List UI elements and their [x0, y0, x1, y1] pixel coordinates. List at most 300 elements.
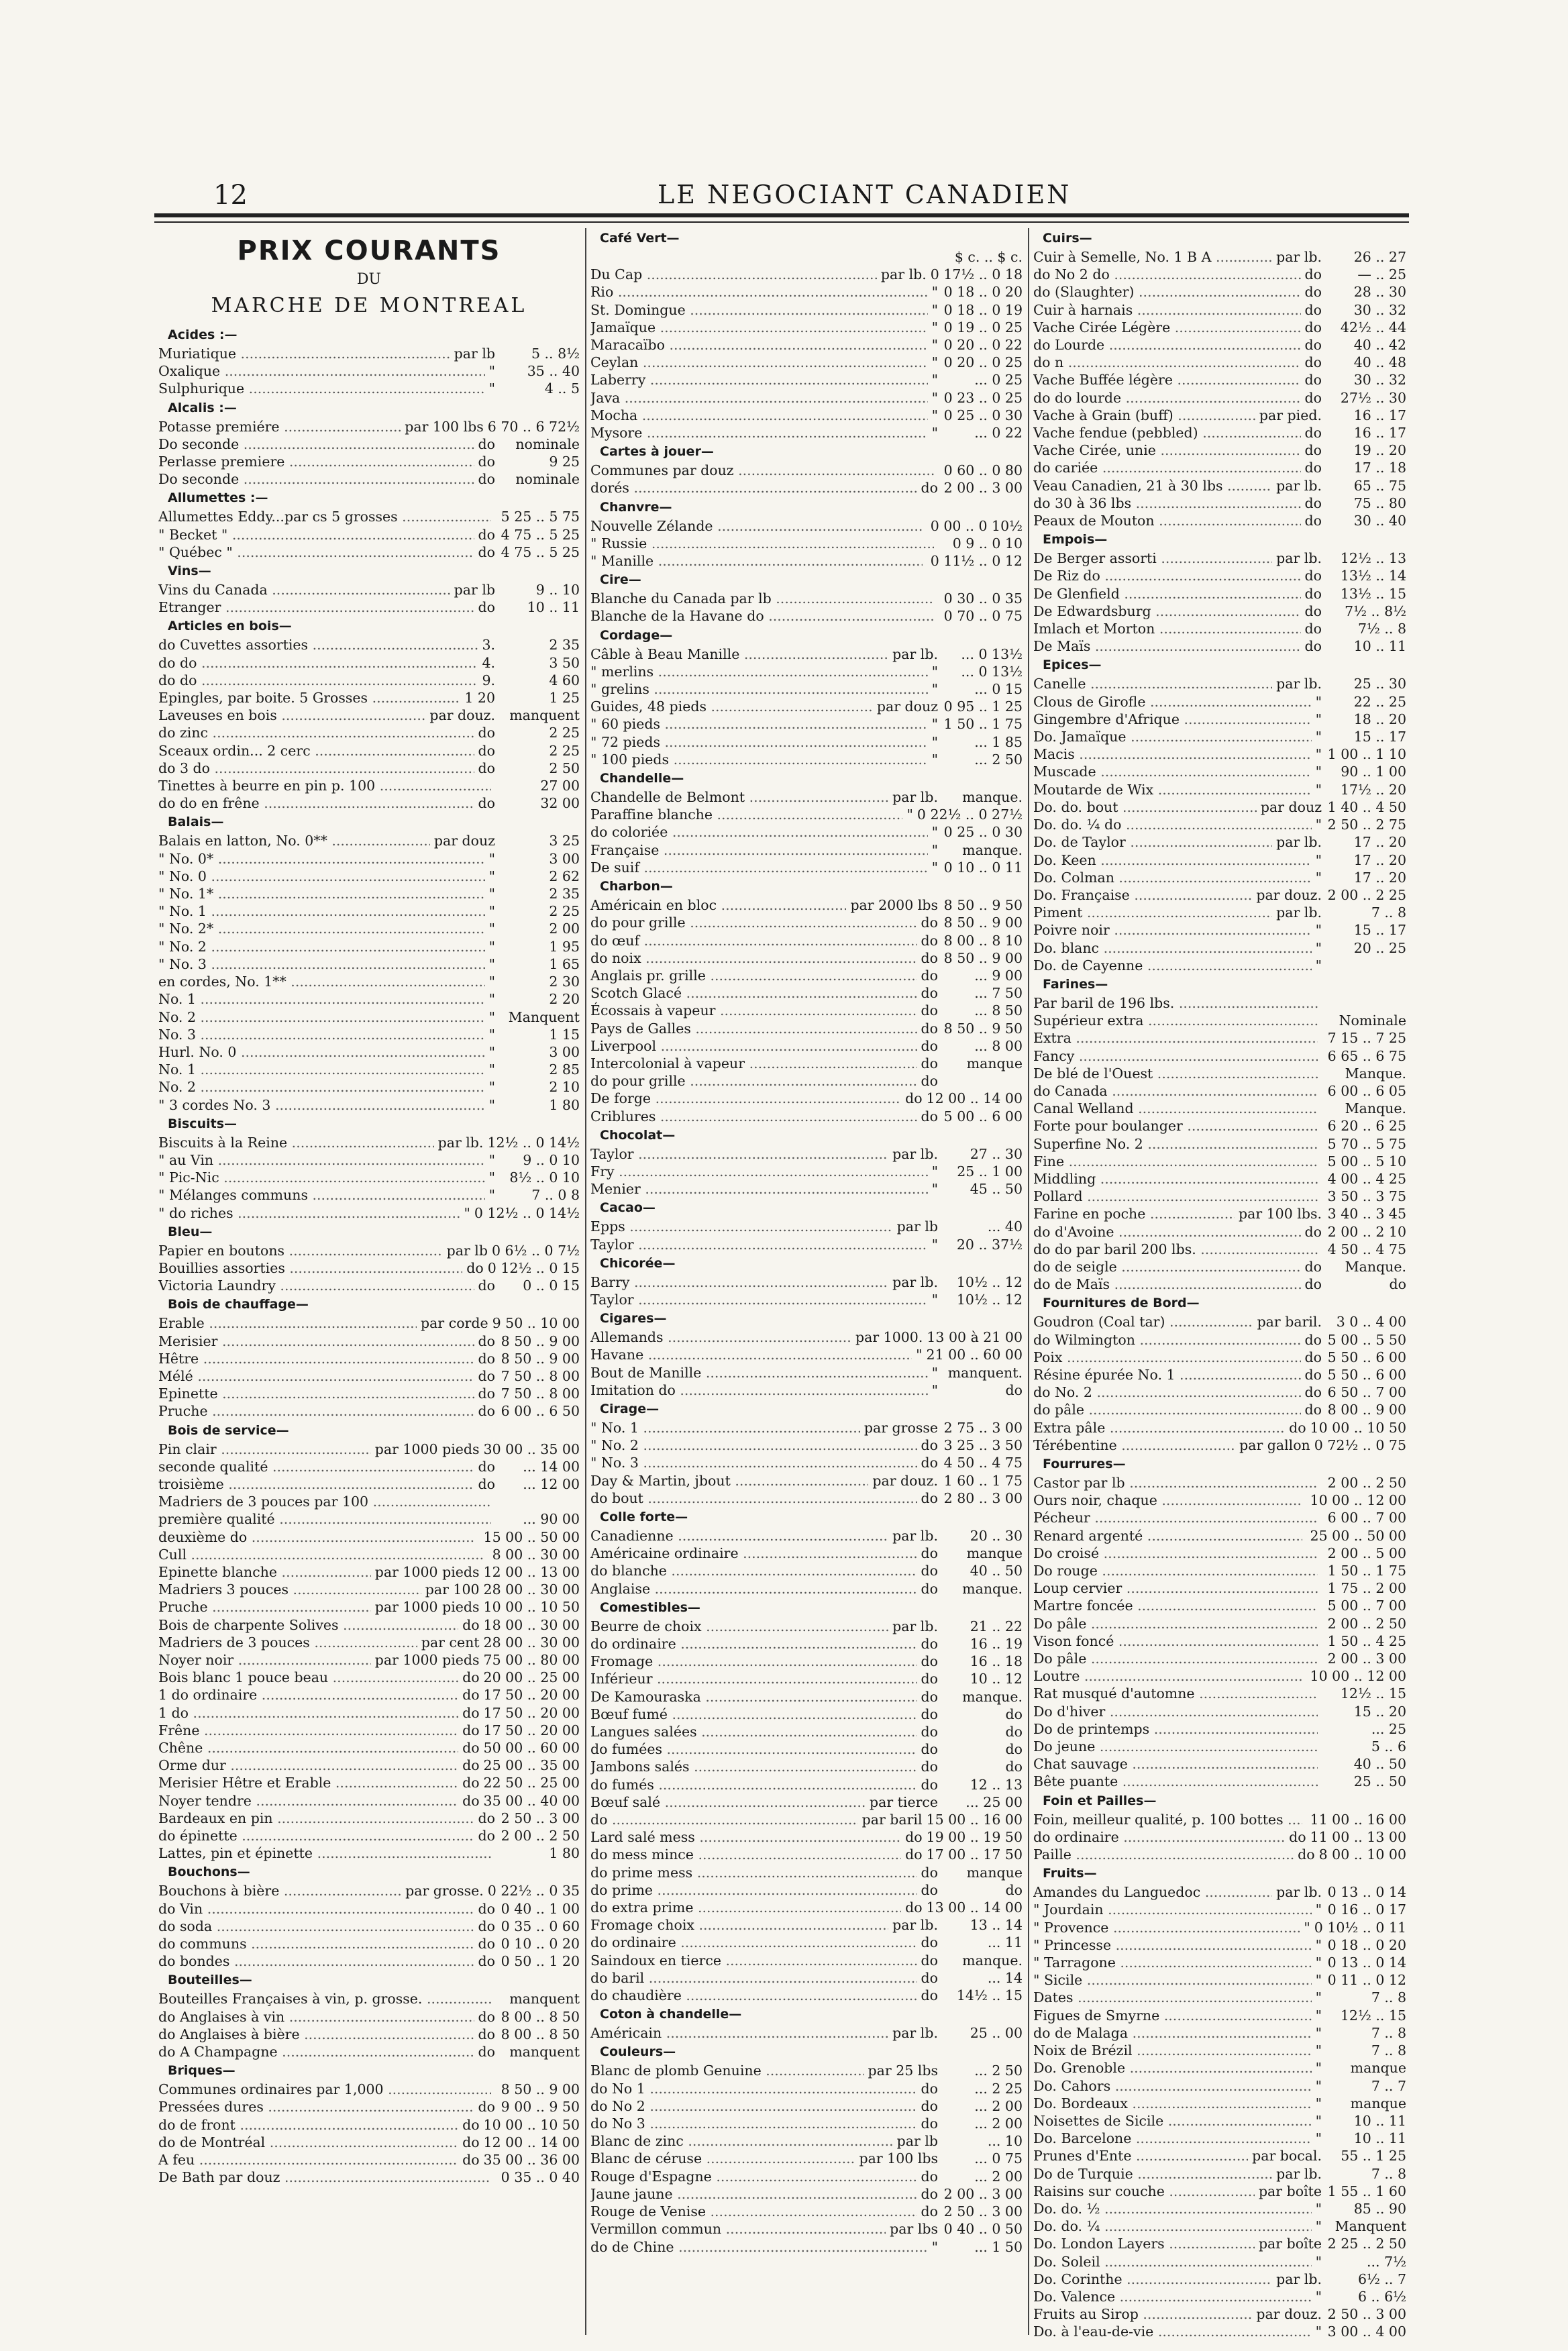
item-unit: "	[931, 319, 938, 335]
item-price: 7½ .. 8½	[1345, 603, 1406, 619]
item-price: ... 2 00	[974, 2115, 1023, 2132]
item-price: 0 35 .. 0 40	[501, 2169, 580, 2186]
item-name: Hêtre .....	[158, 1350, 474, 1367]
page-number: 12	[213, 180, 248, 211]
item-name: Castor par lb .....	[1033, 1474, 1318, 1492]
item-name: Chandelle de Belmont .....	[590, 788, 888, 806]
item-unit: par douz.	[1256, 886, 1322, 903]
price-row	[1033, 1135, 1406, 1153]
price-row	[1033, 424, 1406, 441]
price-row	[1033, 567, 1406, 584]
item-name: do Cuvettes assorties .....	[158, 636, 478, 654]
item-name: do No 2 do .....	[1033, 266, 1301, 283]
price-row	[1033, 1349, 1406, 1366]
item-unit: do	[462, 1740, 480, 1757]
price-row	[1033, 2165, 1406, 2183]
item-price: 15 00 .. 50 00	[483, 1528, 580, 1545]
item-name: " 3 cordes No. 3 .....	[158, 1096, 485, 1114]
item-unit: par tierce	[870, 1793, 938, 1810]
item-name: do de seigle .....	[1033, 1258, 1301, 1275]
item-price: 25 .. 50	[1353, 1773, 1406, 1790]
price-row	[1033, 1313, 1406, 1330]
item-price: 4 60	[549, 672, 580, 688]
price-row	[1033, 1492, 1406, 1509]
item-price: 12 00 .. 14 00	[926, 1090, 1023, 1107]
item-unit: "	[1315, 2112, 1322, 2129]
price-row	[590, 1793, 1023, 1811]
item-name: Foin, meilleur qualité, p. 100 bottes .....	[1033, 1811, 1302, 1828]
price-row	[590, 680, 1023, 698]
item-unit: "	[931, 372, 938, 388]
item-price: 22 50 .. 25 00	[483, 1775, 580, 1791]
item-unit: do	[1304, 425, 1322, 441]
price-row	[1033, 2323, 1406, 2340]
item-unit: par douz.	[429, 707, 495, 724]
item-price: 0 25 .. 0 30	[943, 407, 1023, 423]
price-row	[158, 1043, 580, 1061]
item-name: Blanche de la Havane do .....	[590, 607, 934, 625]
item-unit: par grosse	[864, 1419, 938, 1436]
price-row	[590, 2150, 1023, 2167]
item-price: 0 22½ .. 0 35	[487, 1883, 580, 1899]
item-unit: do	[921, 1864, 938, 1881]
column-divider	[1028, 228, 1029, 2335]
price-row	[1033, 1419, 1406, 1436]
price-row	[1033, 2007, 1406, 2024]
price-row	[158, 1458, 580, 1475]
item-price: 7 .. 7	[1371, 2077, 1406, 2094]
item-price: 8 00 .. 8 50	[501, 2026, 580, 2042]
price-row	[590, 698, 1023, 715]
item-name: De Glenfield .....	[1033, 585, 1301, 603]
item-price: 7 .. 8	[1371, 904, 1406, 921]
price-row	[158, 724, 580, 741]
item-name: Allumettes Eddy...par cs 5 grosses .....	[158, 508, 491, 525]
item-unit: par grosse.	[405, 1883, 484, 1899]
price-row	[1033, 1562, 1406, 1579]
price-row	[1033, 1720, 1406, 1738]
price-row	[158, 1510, 580, 1528]
header-rule	[154, 213, 1409, 217]
item-unit: par lb.	[892, 1917, 938, 1934]
item-price: ... 1 50	[974, 2238, 1023, 2255]
item-price: 4 50 .. 4 75	[1327, 1241, 1406, 1257]
price-row	[158, 794, 580, 812]
price-section	[1033, 529, 1406, 655]
item-name: Merisier .....	[158, 1333, 474, 1350]
item-price: manquent	[509, 707, 580, 724]
item-price: 40 .. 42	[1353, 337, 1406, 354]
price-row	[590, 1454, 1023, 1471]
item-price: 3 0 .. 4 00	[1336, 1314, 1406, 1330]
section-title: Acides :—	[168, 327, 238, 342]
item-unit: do	[478, 760, 495, 776]
price-section	[158, 1114, 580, 1222]
item-name: deuxième do .....	[158, 1528, 476, 1546]
item-price: 8 50 .. 9 50	[943, 897, 1023, 914]
item-unit: par lb.	[892, 2025, 938, 2042]
item-unit: do	[921, 1776, 938, 1793]
item-name: " No. 1 .....	[158, 902, 485, 920]
price-row	[1033, 2270, 1406, 2288]
section-title: Farines—	[1043, 976, 1108, 992]
price-row	[1033, 1738, 1406, 1755]
item-unit	[1318, 1685, 1326, 1702]
item-name: do blanche .....	[590, 1562, 917, 1579]
price-row	[158, 1385, 580, 1402]
item-price: 0 25 .. 0 30	[943, 824, 1023, 841]
item-price: 42½ .. 44	[1340, 319, 1406, 335]
item-price: 3 25	[549, 833, 580, 849]
price-row	[590, 2203, 1023, 2220]
item-price: 1 80	[549, 1845, 580, 1862]
price-row	[590, 1706, 1023, 1723]
item-name: Do croisé .....	[1033, 1545, 1318, 1562]
price-row	[158, 1169, 580, 1186]
item-unit: par 1000 pieds	[374, 1652, 480, 1668]
item-price: 32 00	[540, 795, 580, 812]
price-row	[590, 1916, 1023, 1934]
price-row	[1033, 1223, 1406, 1241]
item-name: Pollard .....	[1033, 1188, 1318, 1205]
price-row	[158, 1546, 580, 1563]
item-name: Do. Cahors .....	[1033, 2077, 1312, 2095]
item-unit: par lb	[454, 582, 495, 598]
item-price: 2 85	[549, 1061, 580, 1078]
item-price: 2 35	[549, 637, 580, 654]
column-divider	[585, 228, 586, 2335]
item-unit	[1318, 1170, 1326, 1188]
item-name: Américain en bloc .....	[590, 896, 846, 914]
column-sections	[590, 228, 1023, 2256]
item-price: 0 18 .. 0 19	[943, 301, 1023, 318]
price-row	[158, 1026, 580, 1043]
price-row	[158, 2026, 580, 2043]
item-price: manque.	[962, 1688, 1023, 1705]
item-unit: par lb.	[892, 1145, 938, 1162]
item-price: 0 72½ .. 0 75	[1314, 1436, 1406, 1453]
item-unit: do	[462, 1757, 480, 1774]
price-row	[1033, 763, 1406, 780]
price-row	[158, 526, 580, 543]
item-unit: do	[462, 1775, 480, 1791]
item-price: 5 00 .. 5 10	[1327, 1153, 1406, 1169]
price-row	[1033, 512, 1406, 529]
item-price: ... 2 50	[974, 751, 1023, 768]
price-row	[1033, 2042, 1406, 2059]
price-row	[590, 733, 1023, 751]
item-name: A feu .....	[158, 2151, 458, 2169]
item-name: Goudron (Coal tar) .....	[1033, 1313, 1253, 1330]
price-row	[1033, 1901, 1406, 1918]
section-title: Comestibles—	[600, 1600, 700, 1615]
item-unit: do	[478, 1828, 495, 1844]
item-price: 0 9 .. 0 10	[952, 535, 1023, 552]
item-price: do	[1005, 1381, 1023, 1398]
item-price: 10 .. 11	[1353, 638, 1406, 655]
item-price: manquent	[509, 1991, 580, 2007]
price-row	[158, 435, 580, 453]
item-unit: do	[921, 1952, 938, 1969]
item-name: do Lourde .....	[1033, 336, 1301, 354]
price-row	[158, 1952, 580, 1970]
item-name: Bardeaux en pin .....	[158, 1810, 474, 1827]
item-price: 1 50 .. 1 75	[1327, 1563, 1406, 1579]
item-unit: do	[1304, 1331, 1322, 1348]
item-name: do No 1 .....	[590, 2080, 917, 2097]
item-name: Do seconde .....	[158, 470, 474, 488]
item-name: Liverpool .....	[590, 1037, 917, 1055]
item-price: 20 .. 25	[1353, 939, 1406, 956]
item-unit: do	[462, 1792, 480, 1809]
item-unit: "	[906, 806, 913, 823]
item-price: ... 25	[1371, 1720, 1406, 1737]
item-unit: do	[1304, 442, 1322, 459]
item-name: Vache fendue (pebbled) .....	[1033, 424, 1301, 441]
item-name: Vache Cirée Légère .....	[1033, 319, 1301, 336]
item-price: ... 8 00	[974, 1037, 1023, 1054]
item-price: 17 50 .. 20 00	[483, 1722, 580, 1738]
price-row	[158, 1008, 580, 1026]
item-name: Farine en poche .....	[1033, 1205, 1235, 1222]
price-row	[590, 1653, 1023, 1670]
price-section	[590, 1253, 1023, 1308]
item-unit: do	[478, 599, 495, 616]
item-name: Laberry .....	[590, 371, 928, 388]
item-unit: do	[478, 2008, 495, 2025]
item-unit	[923, 552, 931, 570]
price-row	[1033, 994, 1406, 1012]
item-name: Pressées dures .....	[158, 2098, 474, 2115]
item-name: do No. 2 .....	[1033, 1383, 1301, 1401]
item-name: Beurre de choix .....	[590, 1618, 888, 1635]
item-name: Blanc de céruse .....	[590, 2150, 855, 2167]
price-row	[158, 1581, 580, 1598]
item-price: ... 7 50	[974, 985, 1023, 1002]
price-row	[158, 1844, 580, 1862]
item-price: 2 00 .. 2 50	[1327, 1615, 1406, 1632]
item-price: 6 50 .. 7 00	[1327, 1384, 1406, 1401]
price-row	[1033, 1919, 1406, 1936]
item-name: Loutre .....	[1033, 1667, 1302, 1685]
price-row	[158, 1186, 580, 1204]
item-price: 7 .. 8	[1371, 2042, 1406, 2059]
price-row	[158, 1792, 580, 1810]
item-name: Rouge d'Espagne .....	[590, 2168, 917, 2185]
item-name: Menier .....	[590, 1180, 928, 1198]
item-name: De Maïs .....	[1033, 637, 1301, 655]
item-price: Manque.	[1345, 1100, 1406, 1117]
item-name: " Jourdain .....	[1033, 1901, 1312, 1918]
item-unit	[491, 508, 499, 525]
item-unit: do	[478, 454, 495, 470]
item-unit: do	[921, 1724, 938, 1740]
price-section	[590, 768, 1023, 876]
item-unit: do	[478, 1900, 495, 1917]
item-name: Do. Keen .....	[1033, 851, 1312, 869]
item-unit: par lb.	[1276, 834, 1322, 851]
item-name: " Québec " .....	[158, 543, 474, 561]
section-title: Chicorée—	[600, 1255, 676, 1271]
item-name: Bouteilles Françaises à vin, p. grosse. .....	[158, 1990, 491, 2007]
section-title: Cuirs—	[1043, 231, 1092, 246]
price-row	[1033, 336, 1406, 354]
item-unit: do	[478, 2026, 495, 2042]
price-row	[158, 2116, 580, 2134]
item-name: Clous de Girofle .....	[1033, 693, 1312, 711]
item-price: 3 00	[549, 850, 580, 867]
item-unit: do	[478, 795, 495, 812]
item-unit: do	[921, 2115, 938, 2132]
item-price: 40 .. 50	[970, 1563, 1023, 1579]
item-price: 12½ .. 15	[1340, 1685, 1406, 1702]
item-unit	[1318, 1029, 1326, 1047]
item-name: Bouchons à bière .....	[158, 1882, 401, 1899]
price-row	[158, 689, 580, 707]
item-name: Do. de Taylor .....	[1033, 833, 1272, 851]
item-unit	[491, 1844, 499, 1862]
price-section	[1033, 1293, 1406, 1454]
item-unit: do	[478, 1333, 495, 1349]
item-unit: do	[1304, 319, 1322, 335]
price-column-3	[1033, 228, 1406, 2341]
price-row	[158, 543, 580, 561]
item-name: Hurl. No. 0 .....	[158, 1043, 485, 1061]
price-row	[158, 760, 580, 777]
item-unit	[1318, 1597, 1326, 1614]
item-name: Victoria Laundry .....	[158, 1277, 474, 1294]
item-price: do	[1005, 1724, 1023, 1740]
item-name: do épinette .....	[158, 1827, 474, 1844]
section-title: Colle forte—	[600, 1509, 688, 1524]
item-name: Epingles, par boite. 5 Grosses .....	[158, 689, 460, 707]
item-unit: par lb.	[892, 1527, 938, 1544]
item-unit: "	[1315, 939, 1322, 956]
item-unit: par 100 lbs.	[1238, 1206, 1322, 1222]
item-price: 12½ .. 13	[1340, 550, 1406, 567]
item-price: 1 40 .. 4 50	[1327, 798, 1406, 815]
item-price: do	[1005, 1741, 1023, 1758]
item-unit: par douz.	[1256, 2306, 1322, 2323]
item-price: ... 14	[987, 1969, 1023, 1986]
price-row	[590, 1934, 1023, 1951]
item-price: 2 80 .. 3 00	[943, 1490, 1023, 1506]
price-row	[590, 1635, 1023, 1653]
item-name: do .....	[590, 1811, 858, 1828]
section-title: Alcalis :—	[168, 400, 237, 415]
item-price: 1 25	[549, 690, 580, 707]
item-price: 0 16 .. 0 17	[1327, 1901, 1406, 1918]
item-name: do do en frêne .....	[158, 794, 474, 812]
item-price: Manquent	[1335, 2218, 1406, 2235]
item-unit: do	[921, 1108, 938, 1125]
item-unit	[1318, 1474, 1326, 1492]
price-row	[590, 1828, 1023, 1846]
section-title: Fruits—	[1043, 1866, 1097, 1881]
item-unit: "	[931, 733, 938, 750]
item-unit: "	[488, 886, 495, 902]
item-unit: "	[931, 354, 938, 371]
item-unit	[1318, 1615, 1326, 1632]
item-unit: "	[488, 991, 495, 1008]
item-unit: do	[478, 742, 495, 759]
item-unit	[1302, 1492, 1310, 1509]
item-name: Cuir à Semelle, No. 1 B A .....	[1033, 248, 1272, 266]
item-price: 16 .. 18	[970, 1653, 1023, 1670]
item-price: 8 50 .. 9 00	[501, 1333, 580, 1349]
item-price: 14½ .. 15	[956, 1987, 1023, 2004]
item-unit: "	[931, 284, 938, 301]
price-row	[1033, 441, 1406, 459]
item-unit: par lb.	[1276, 2165, 1322, 2182]
item-price: 5 .. 6	[1371, 1738, 1406, 1755]
price-row	[1033, 675, 1406, 692]
item-name: Orme dur .....	[158, 1757, 458, 1774]
item-unit	[934, 535, 942, 552]
item-unit: do	[921, 915, 938, 931]
item-price: Manque.	[1345, 1065, 1406, 1082]
price-row	[158, 1918, 580, 1935]
price-row	[590, 1002, 1023, 1019]
item-name: Canal Welland .....	[1033, 1100, 1318, 1117]
item-price: 3 25 .. 3 50	[943, 1437, 1023, 1454]
item-name: do Anglaises à bière .....	[158, 2026, 474, 2043]
price-row	[590, 2115, 1023, 2132]
item-price: 0 11½ .. 0 12	[930, 553, 1023, 570]
item-price: 6 20 .. 6 25	[1327, 1118, 1406, 1135]
section-title: Briques—	[168, 2063, 236, 2079]
item-price: manque.	[962, 841, 1023, 858]
item-name: Do jeune .....	[1033, 1738, 1318, 1755]
item-unit	[1318, 1135, 1326, 1153]
item-name: Madriers de 3 pouces .....	[158, 1634, 417, 1651]
item-price: 0 10 .. 0 11	[943, 859, 1023, 876]
item-unit: par lb	[454, 346, 495, 362]
price-section	[158, 1420, 580, 1863]
item-name: " No. 2 .....	[590, 1436, 917, 1454]
section-title: Cacao—	[600, 1200, 656, 1216]
price-row	[590, 2132, 1023, 2150]
item-price: 12½ .. 0 14½	[487, 1134, 580, 1151]
item-price: 0 11 .. 0 12	[1327, 1972, 1406, 1989]
item-unit: "	[1315, 711, 1322, 727]
item-unit: par lb	[896, 1218, 938, 1235]
price-row	[158, 955, 580, 973]
item-unit: do	[1304, 603, 1322, 619]
item-price: 13½ .. 14	[1340, 568, 1406, 584]
price-row	[158, 508, 580, 525]
item-price: 5 70 .. 5 75	[1327, 1135, 1406, 1152]
item-unit: do	[1289, 1828, 1306, 1845]
item-name: Muscade .....	[1033, 763, 1312, 780]
price-row	[590, 2168, 1023, 2185]
item-unit: "	[1315, 1972, 1322, 1989]
price-column-1	[158, 228, 580, 2186]
item-unit: par lb.	[880, 266, 927, 283]
item-name: Do. do. ¼ .....	[1033, 2217, 1312, 2235]
item-name: " au Vin .....	[158, 1151, 485, 1169]
item-name: do de Malaga .....	[1033, 2024, 1312, 2042]
price-row	[1033, 2059, 1406, 2077]
item-name: De Edwardsburg .....	[1033, 603, 1301, 620]
price-row	[590, 645, 1023, 663]
item-name: Scotch Glacé .....	[590, 984, 917, 1002]
price-section	[158, 1862, 580, 1970]
item-unit: "	[488, 921, 495, 937]
item-name: Écossais à vapeur .....	[590, 1002, 917, 1019]
price-row	[1033, 1065, 1406, 1082]
price-section	[158, 1222, 580, 1295]
